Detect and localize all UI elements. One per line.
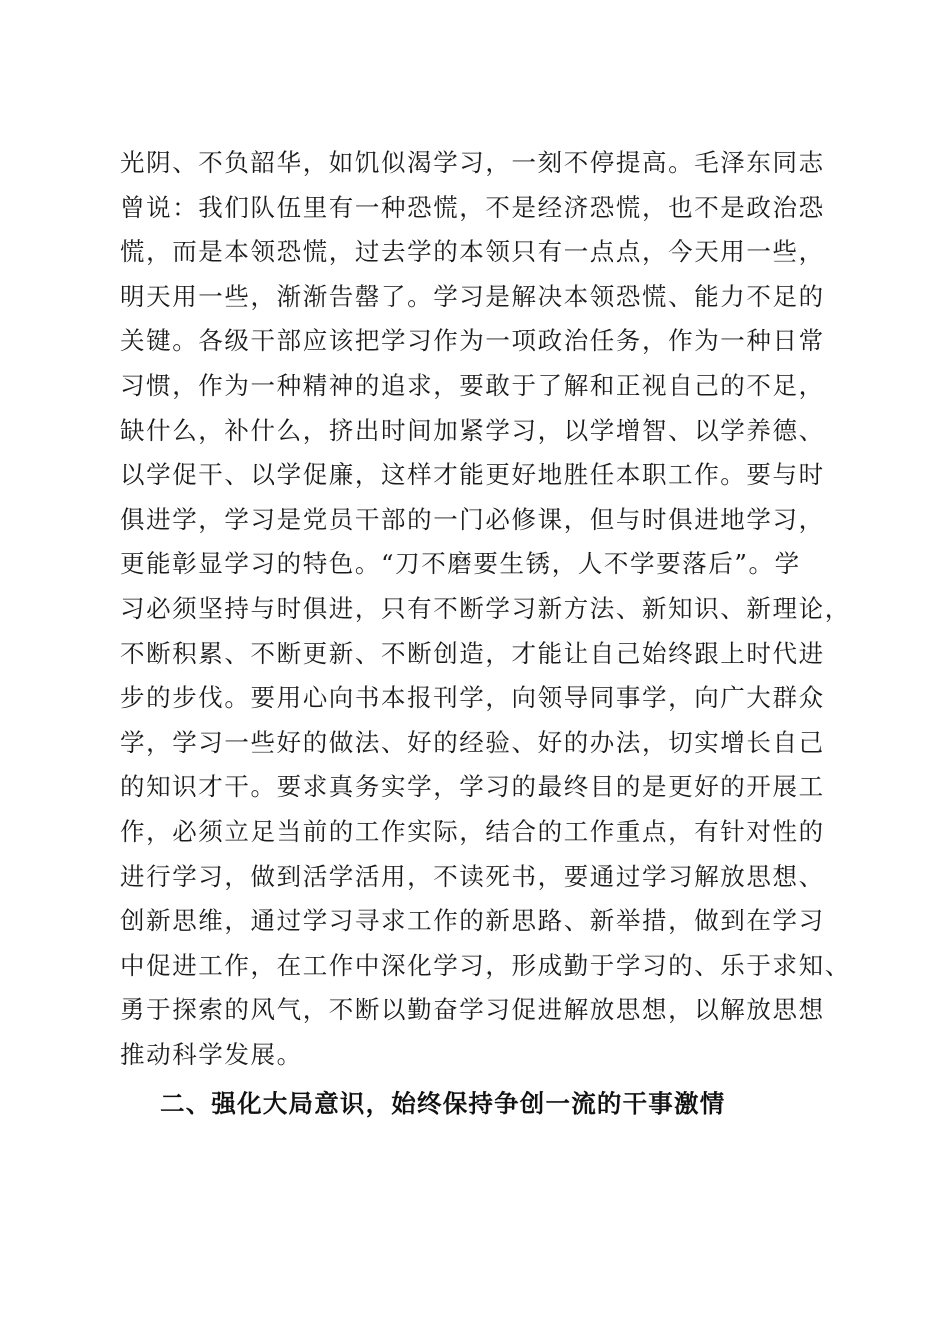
section-heading: 二、强化大局意识，始终保持争创一流的干事激情 bbox=[160, 1089, 726, 1118]
paragraph-line: 关键。各级干部应该把学习作为一项政治任务，作为一种日常 bbox=[120, 326, 825, 356]
paragraph-line: 缺什么，补什么，挤出时间加紧学习，以学增智、以学养德、 bbox=[120, 415, 825, 445]
paragraph-line: 进行学习，做到活学活用，不读死书，要通过学习解放思想、 bbox=[120, 861, 825, 891]
paragraph-line: 推动科学发展。 bbox=[120, 1039, 303, 1069]
paragraph-line: 光阴、不负韶华，如饥似渴学习，一刻不停提高。毛泽东同志 bbox=[120, 148, 825, 177]
paragraph-line: 的知识才干。要求真务实学，学习的最终目的是更好的开展工 bbox=[120, 772, 825, 802]
paragraph-line: 不断积累、不断更新、不断创造，才能让自己始终跟上时代进 bbox=[120, 638, 825, 668]
paragraph-line: 习必须坚持与时俱进，只有不断学习新方法、新知识、新理论， bbox=[120, 593, 851, 623]
paragraph-line: 中促进工作，在工作中深化学习，形成勤于学习的、乐于求知、 bbox=[120, 950, 851, 980]
paragraph-line: 更能彰显学习的特色。“刀不磨要生锈，人不学要落后”。学 bbox=[120, 549, 801, 579]
paragraph-line: 以学促干、以学促廉，这样才能更好地胜任本职工作。要与时 bbox=[120, 460, 825, 490]
paragraph-line: 明天用一些，渐渐告罄了。学习是解决本领恐慌、能力不足的 bbox=[120, 281, 825, 311]
paragraph-line: 习惯，作为一种精神的追求，要敢于了解和正视自己的不足， bbox=[120, 370, 825, 400]
body-paragraph bbox=[120, 141, 851, 1077]
paragraph-line: 学，学习一些好的做法、好的经验、好的办法，切实增长自己 bbox=[120, 727, 825, 757]
paragraph-line: 创新思维，通过学习寻求工作的新思路、新举措，做到在学习 bbox=[120, 906, 825, 936]
paragraph-line: 曾说：我们队伍里有一种恐慌，不是经济恐慌，也不是政治恐 bbox=[120, 192, 825, 222]
paragraph-line: 勇于探索的风气，不断以勤奋学习促进解放思想，以解放思想 bbox=[120, 995, 825, 1025]
paragraph-line: 俱进学，学习是党员干部的一门必修课，但与时俱进地学习， bbox=[120, 504, 825, 534]
paragraph-line: 慌，而是本领恐慌，过去学的本领只有一点点，今天用一些， bbox=[120, 237, 825, 267]
paragraph-line: 作，必须立足当前的工作实际，结合的工作重点，有针对性的 bbox=[120, 816, 825, 846]
paragraph-line: 步的步伐。要用心向书本报刊学，向领导同事学，向广大群众 bbox=[120, 683, 825, 713]
